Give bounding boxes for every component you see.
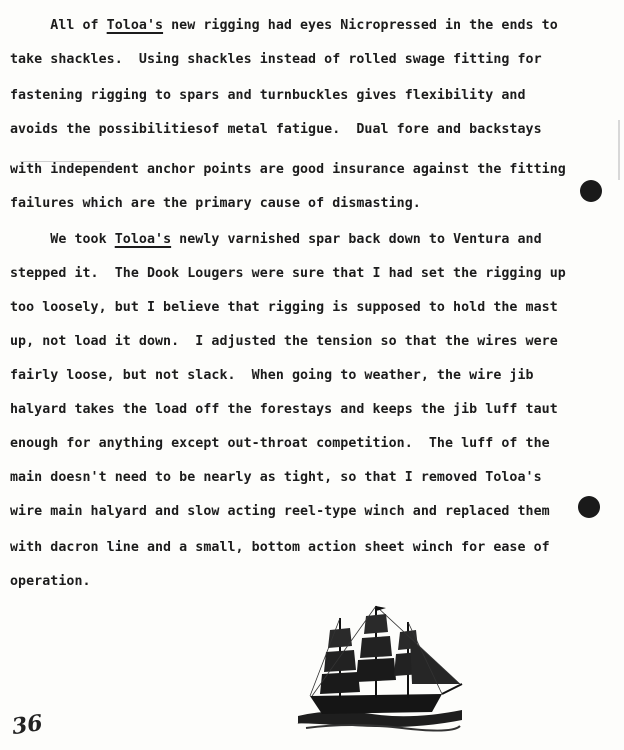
text-line — [10, 434, 550, 454]
edge-mark — [618, 120, 620, 180]
text-segment: new rigging had eyes Nicropressed in the ends to — [163, 18, 558, 33]
text-line — [10, 538, 550, 558]
text-line — [10, 366, 534, 386]
page-number: 36 — [10, 709, 45, 741]
text-line — [10, 160, 566, 180]
text-segment: fastening rigging to spars and turnbuckles gives flexibility and — [10, 88, 526, 103]
text-segment: avoids the possibilitiesof metal fatigue. Dual fore and backstays — [10, 122, 542, 137]
text-segment: stepped it. The Dook Lougers were sure that I had set the rigging up — [10, 266, 566, 281]
text-segment: too loosely, but I believe that rigging is supposed to hold the mast — [10, 300, 558, 315]
text-segment: enough for anything except out-throat competition. The luff of the — [10, 436, 550, 451]
text-segment: operation. — [10, 574, 91, 589]
text-line — [10, 50, 542, 70]
underlined-boat-name: Toloa's — [106, 18, 164, 33]
text-line — [10, 86, 526, 106]
text-segment: We took — [10, 232, 115, 247]
text-line — [10, 16, 558, 36]
text-line — [10, 332, 558, 352]
text-line — [10, 230, 542, 250]
text-segment: fairly loose, but not slack. When going to weather, the wire jib — [10, 368, 534, 383]
text-line — [10, 400, 558, 420]
text-segment: with dacron line and a small, bottom action sheet winch for ease of — [10, 540, 550, 555]
scan-line-mark — [20, 161, 110, 162]
text-segment: up, not load it down. I adjusted the tension so that the wires were — [10, 334, 558, 349]
text-line — [10, 502, 550, 522]
text-segment: newly varnished spar back down to Ventura and — [171, 232, 542, 247]
text-segment: wire main halyard and slow acting reel-type winch and replaced them — [10, 504, 550, 519]
text-segment: failures which are the primary cause of dismasting. — [10, 196, 421, 211]
text-line — [10, 298, 558, 318]
text-line — [10, 264, 566, 284]
text-segment: All of — [10, 18, 107, 33]
punch-hole-bottom — [578, 496, 600, 518]
text-segment: with independent anchor points are good insurance against the fitting — [10, 162, 566, 177]
text-segment: take shackles. Using shackles instead of rolled swage fitting for — [10, 52, 542, 67]
sailing-ship-illustration — [292, 598, 464, 738]
text-segment: main doesn't need to be nearly as tight, so that I removed Toloa's — [10, 470, 542, 485]
punch-hole-top — [580, 180, 602, 202]
text-line — [10, 194, 421, 214]
underlined-boat-name: Toloa's — [114, 232, 172, 247]
text-line — [10, 468, 542, 488]
text-segment: halyard takes the load off the forestays and keeps the jib luff taut — [10, 402, 558, 417]
text-line — [10, 572, 91, 592]
text-line — [10, 120, 542, 140]
